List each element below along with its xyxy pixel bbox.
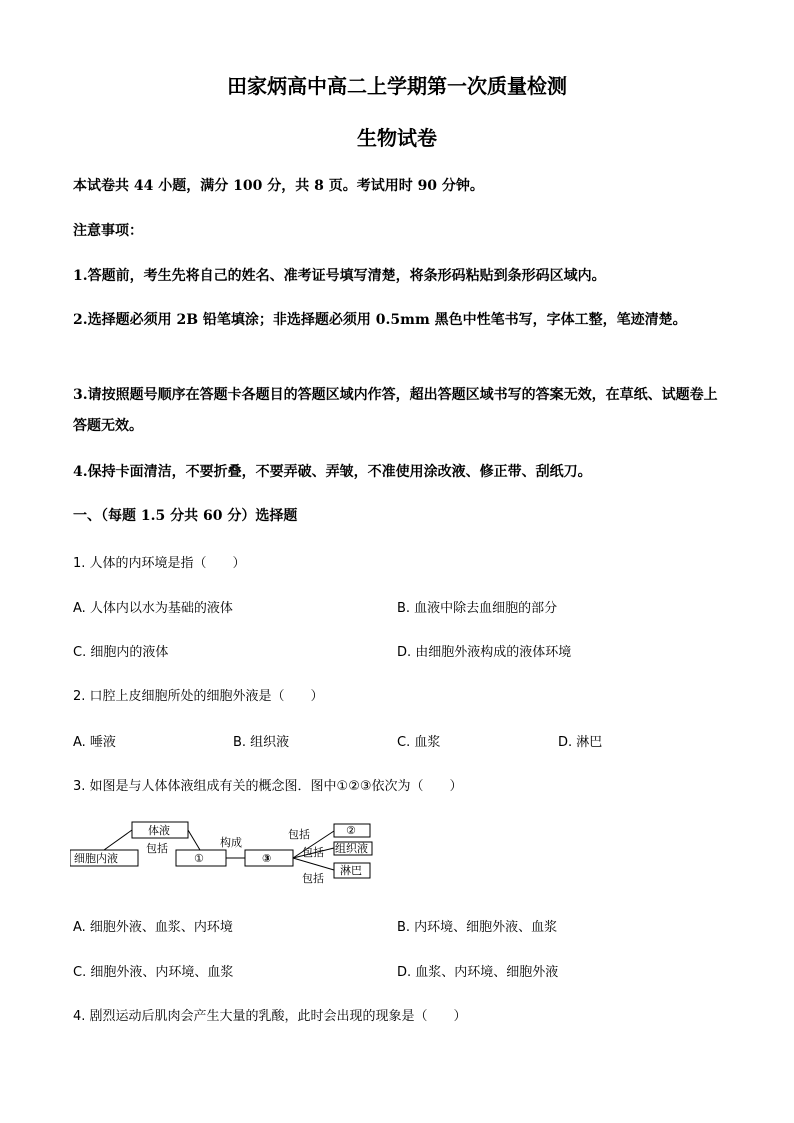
label-lymph: 淋巴 [340, 864, 362, 877]
question-3-option-c[interactable]: C. 细胞外液、内环境、血浆 [73, 965, 234, 980]
label-include-2: 包括 [288, 828, 310, 841]
label-include-3: 包括 [302, 846, 324, 859]
question-3-option-d[interactable]: D. 血浆、内环境、细胞外液 [397, 965, 559, 980]
question-3-option-a[interactable]: A. 细胞外液、血浆、内环境 [73, 920, 233, 935]
label-include-4: 包括 [302, 872, 324, 885]
question-3-stem: 3. 如图是与人体体液组成有关的概念图．图中①②③依次为（ ） [73, 779, 463, 794]
section-heading: 一、（每题 1.5 分共 60 分）选择题 [73, 508, 298, 524]
question-2-option-b[interactable]: B. 组织液 [233, 735, 290, 750]
body-fluid-concept-diagram [70, 818, 380, 888]
question-1-option-d[interactable]: D. 由细胞外液构成的液体环境 [397, 645, 572, 660]
question-2-option-c[interactable]: C. 血浆 [397, 735, 441, 750]
question-3-option-b[interactable]: B. 内环境、细胞外液、血浆 [397, 920, 558, 935]
notice-item-1: 1.答题前，考生先将自己的姓名、准考证号填写清楚，将条形码粘贴到条形码区域内。 [73, 268, 606, 284]
question-2-option-a[interactable]: A. 唾液 [73, 735, 116, 750]
label-tissue-fluid: 组织液 [335, 842, 368, 855]
connector-body-intracellular [104, 830, 132, 850]
notice-item-2: 2.选择题必须用 2B 铅笔填涂；非选择题必须用 0.5mm 黑色中性笔书写，字体工整，笔迹清楚。 [73, 312, 687, 328]
label-node-2: ② [346, 824, 356, 837]
question-1-option-b[interactable]: B. 血液中除去血细胞的部分 [397, 601, 558, 616]
notice-item-3: 3.请按照题号顺序在答题卡各题目的答题区域内作答，超出答题区域书写的答案无效，在草纸、试题卷上答题无效。 [73, 387, 718, 434]
notice-item-4: 4.保持卡面清洁，不要折叠，不要弄破、弄皱，不准使用涂改液、修正带、刮纸刀。 [73, 464, 592, 480]
label-constitute: 构成 [220, 836, 242, 849]
label-node-1: ① [194, 852, 204, 865]
concept-map-svg [70, 818, 380, 888]
question-1-stem: 1. 人体的内环境是指（ ） [73, 556, 246, 571]
exam-title: 田家炳高中高二上学期第一次质量检测 [227, 74, 567, 98]
question-4-stem: 4. 剧烈运动后肌肉会产生大量的乳酸，此时会出现的现象是（ ） [73, 1009, 467, 1024]
label-include-1: 包括 [146, 842, 168, 855]
question-2-option-d[interactable]: D. 淋巴 [558, 735, 603, 750]
connector-node3-lymph [293, 858, 334, 870]
label-intracellular: 细胞内液 [74, 852, 118, 865]
label-body-fluid: 体液 [148, 824, 170, 837]
exam-subtitle: 生物试卷 [357, 126, 437, 150]
notice-heading: 注意事项： [73, 223, 143, 239]
question-1-option-c[interactable]: C. 细胞内的液体 [73, 645, 169, 660]
exam-intro: 本试卷共 44 小题，满分 100 分，共 8 页。考试用时 90 分钟。 [73, 178, 484, 194]
question-1-option-a[interactable]: A. 人体内以水为基础的液体 [73, 601, 233, 616]
connector-body-node1 [188, 830, 200, 850]
question-2-stem: 2. 口腔上皮细胞所处的细胞外液是（ ） [73, 689, 324, 704]
label-node-3: ③ [262, 852, 272, 865]
